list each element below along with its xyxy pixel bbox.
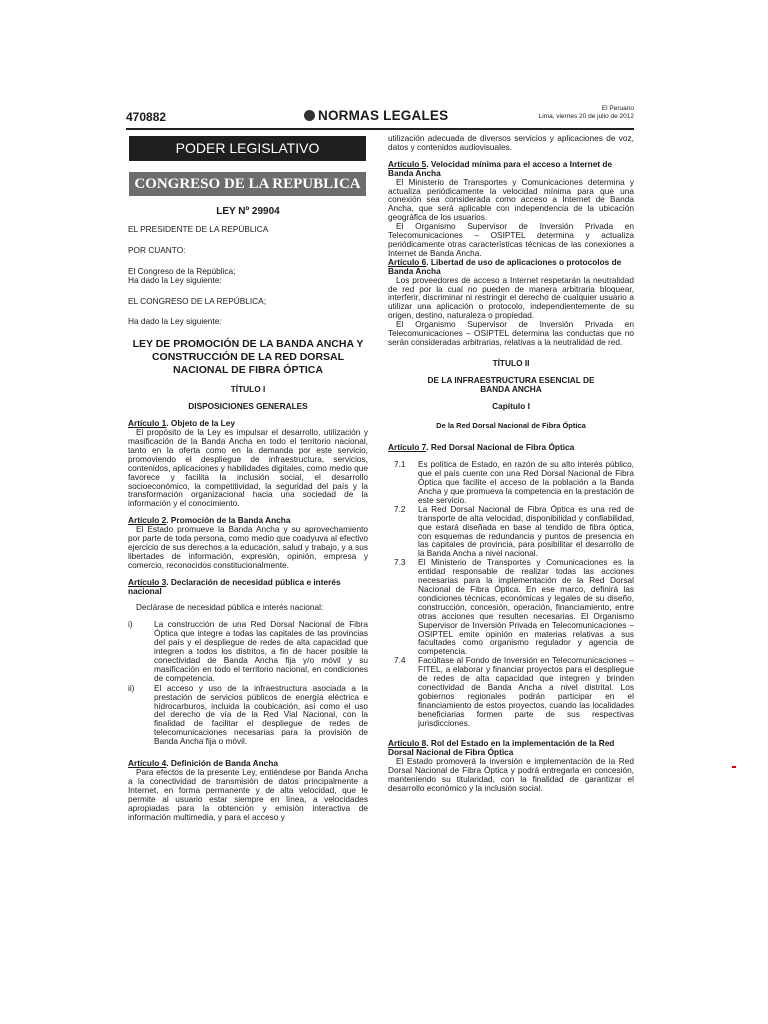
article-7-list bbox=[388, 460, 634, 727]
chamber-banner: CONGRESO DE LA REPUBLICA bbox=[129, 172, 366, 196]
item-text: Es política de Estado, en razón de su alto interés público, que el país cuente con una Red Dorsal Nacional de Fibra Óptica que facilite el acceso de la población a la Banda Ancha y que promueva la competencia en la prestación de este servicio. bbox=[418, 459, 634, 505]
congress-line: El Congreso de la República; bbox=[128, 265, 236, 276]
article-1-body: El propósito de la Ley es impulsar el desarrollo, utilización y masificación de la Banda Ancha en todo el territorio nacional, tanto en la oferta como en la demanda por este servicio, promoviendo el despliegue de infraestructura, servicios, contenidos, aplicaciones y habilidades digitales, como medio que favorece y facilita la inclusión social, el desarrollo socioeconómico, la competitividad, la seguridad del país y la transformación organizacional hacia una sociedad de la información y el conocimiento. bbox=[128, 427, 368, 509]
article-1-title: . Objeto de la Ley bbox=[166, 418, 235, 429]
article-6-paragraph-2: El Organismo Supervisor de Inversión Privada en Telecomunicaciones – OSIPTEL determina las conductas que no serán consideradas arbitrarias, relativas a la neutralidad de red. bbox=[388, 319, 634, 347]
article-6-label: Artículo 6 bbox=[388, 256, 427, 267]
seal-icon bbox=[304, 110, 315, 121]
article-4-continuation: utilización adecuada de diversos servicios y aplicaciones de voz, datos y contenidos audiovisuales. bbox=[388, 133, 634, 152]
list-text: El acceso y uso de la infraestructura asociada a la prestación de servicios públicos de energía eléctrica e hidrocarburos, incluida la coubicación, así como el uso del derecho de vía de la Red Vial Nacional, con la finalidad de facilitar el despliegue de redes de telecomunicaciones necesarias para la provisión de Banda Ancha fija o móvil. bbox=[154, 682, 368, 747]
title-i-name: DISPOSICIONES GENERALES bbox=[188, 401, 308, 412]
article-5-title: . Velocidad mínima para el acceso a Internet de Banda Ancha bbox=[388, 158, 613, 178]
numbered-item bbox=[388, 460, 634, 505]
article-5-heading bbox=[388, 160, 634, 178]
article-6-paragraph-1: Los proveedores de acceso a Internet respetarán la neutralidad de red por la cual no pueden de manera arbitraria bloquear, interferir, discriminar ni restringir el derecho de cualquier usuario a utilizar una aplicación o protocolo, independientemente de su origen, destino, naturaleza o propiedad. bbox=[388, 274, 634, 321]
article-4-label: Artículo 4 bbox=[128, 758, 167, 769]
list-item bbox=[128, 620, 368, 682]
item-text: La Red Dorsal Nacional de Fibra Óptica es una red de transporte de alta velocidad, disponibilidad y confiabilidad, que estará diseñada en base al tendido de fibra óptica, con esquemas de redundancia y puntos de presencia en las capitales de provincia, para posibilitar el desarrollo de la Banda Ancha a nivel nacional. bbox=[418, 503, 634, 559]
branch-banner: PODER LEGISLATIVO bbox=[129, 136, 366, 161]
publication-title bbox=[304, 108, 448, 123]
header-rule bbox=[126, 128, 634, 130]
por-cuanto: POR CUANTO: bbox=[128, 244, 186, 255]
article-7-heading bbox=[388, 443, 634, 452]
chapter-i: Capítulo I bbox=[492, 400, 530, 411]
item-text: El Ministerio de Transportes y Comunicaciones es la entidad responsable de realizar todas las acciones necesarias para la implementación de la Red Dorsal Nacional de Fibra Óptica. En ese marco, definirá las condiciones técnicas, económicas y legales de su diseño, construcción, concesión, operación, financiamiento, entre otras acciones que resulten necesarias. El Organismo Supervisor de Inversión Privada en Telecomunicaciones – OSIPTEL emite opinión en materias relativas a sus facultades como organismo regulador y agencia de competencia. bbox=[418, 557, 634, 657]
article-2-label: Artículo 2 bbox=[128, 515, 167, 526]
title-ii: TÍTULO II bbox=[492, 357, 530, 368]
newspaper-name: El Peruano bbox=[601, 105, 634, 112]
article-4-title: . Definición de Banda Ancha bbox=[166, 758, 278, 769]
article-6-heading bbox=[388, 258, 634, 276]
list-marker: i) bbox=[128, 619, 133, 630]
article-7-title: . Red Dorsal Nacional de Fibra Óptica bbox=[426, 442, 575, 453]
article-4-body: Para efectos de la presente Ley, entiéndese por Banda Ancha a la conectividad de transmisión de datos principalmente a Internet, en forma permanente y de alta velocidad, que le permite al usuario estar siempre en línea, a velocidades apropiadas para la obtención y emisión interactiva de información multimedia, y para el acceso y bbox=[128, 766, 368, 822]
article-8-body: El Estado promoverá la inversión e implementación de la Red Dorsal Nacional de Fibra Óptica y podrá entregarla en concesión, manteniendo su titularidad, con la finalidad de garantizar el desarrollo económico y la inclusión social. bbox=[388, 756, 634, 793]
article-5-label: Artículo 5 bbox=[388, 158, 427, 169]
ley-siguiente-line: Ha dado la Ley siguiente: bbox=[128, 274, 222, 285]
item-text: Facúltase al Fondo de Inversión en Telecomunicaciones – FITEL, a elaborar y financiar proyectos para el despliegue de redes de alta capacidad que integren y brinden conectividad de Banda Ancha a nivel distrital. Los gobiernos regionales podrán participar en el financiamiento de estos proyectos, cuando las localidades beneficiarias formen parte de sus respectivas jurisdicciones. bbox=[418, 655, 634, 728]
publication-name: NORMAS LEGALES bbox=[318, 108, 449, 123]
article-3-heading bbox=[128, 578, 368, 596]
numbered-item bbox=[388, 656, 634, 727]
article-5-paragraph-1: El Ministerio de Transportes y Comunicaciones determina y actualiza periódicamente la velocidad mínima para que una conexión sea considerada como acceso a Internet de Banda Ancha, que será aplicable con independencia de la ubicación geográfica de los usuarios. bbox=[388, 176, 634, 223]
article-3-list bbox=[128, 620, 368, 746]
congress-caps-line: EL CONGRESO DE LA REPÚBLICA; bbox=[128, 295, 267, 306]
margin-mark bbox=[732, 766, 736, 768]
list-marker: ii) bbox=[128, 682, 135, 693]
title-ii-name: DE LA INFRAESTRUCTURA ESENCIAL DE BANDA ANCHA bbox=[427, 374, 595, 394]
ley-siguiente-line-2: Ha dado la Ley siguiente: bbox=[128, 316, 222, 327]
president-line: EL PRESIDENTE DE LA REPÚBLICA bbox=[128, 223, 269, 234]
chapter-i-name: De la Red Dorsal Nacional de Fibra Óptica bbox=[436, 421, 586, 431]
law-number: LEY Nº 29904 bbox=[216, 206, 280, 217]
list-item bbox=[128, 684, 368, 746]
item-number: 7.1 bbox=[394, 459, 406, 470]
left-column bbox=[128, 136, 368, 821]
article-8-label: Artículo 8 bbox=[388, 738, 427, 749]
article-3-label: Artículo 3 bbox=[128, 576, 167, 587]
header-meta bbox=[539, 105, 634, 121]
item-number: 7.3 bbox=[394, 557, 406, 568]
newspaper-page bbox=[126, 102, 634, 968]
numbered-item bbox=[388, 505, 634, 558]
article-2-body: El Estado promueve la Banda Ancha y su aprovechamiento por parte de toda persona, como medio que coadyuva al efectivo ejercicio de sus derechos a la educación, salud y trabajo, y a sus libertades de información, expresión, opinión, empresa y comercio, reconocidos constitucionalmente. bbox=[128, 524, 368, 570]
law-title: LEY DE PROMOCIÓN DE LA BANDA ANCHA Y CONSTRUCCIÓN DE LA RED DORSAL NACIONAL DE FIBRA ÓPTICA bbox=[132, 338, 364, 377]
page-number: 470882 bbox=[126, 110, 167, 124]
title-i: TÍTULO I bbox=[230, 384, 266, 395]
article-3-intro: Declárase de necesidad pública e interés nacional: bbox=[136, 602, 324, 613]
article-5-paragraph-2: El Organismo Supervisor de Inversión Privada en Telecomunicaciones – OSIPTEL determina y actualiza periódicamente otras características técnicas de las conexiones a Internet de Banda Ancha. bbox=[388, 221, 634, 258]
right-column bbox=[388, 134, 634, 793]
article-2-title: . Promoción de la Banda Ancha bbox=[166, 515, 291, 526]
article-1-label: Artículo 1 bbox=[128, 418, 167, 429]
item-number: 7.2 bbox=[394, 503, 406, 514]
article-3-title: . Declaración de necesidad pública e interés nacional bbox=[128, 576, 341, 596]
list-text: La construcción de una Red Dorsal Nacional de Fibra Óptica que integre a todas las capitales de las provincias del país y el despliegue de redes de alta capacidad que integren a todos los distritos, a fin de hacer posible la conectividad de Banda Ancha fija y/o móvil y su masificación en todo el territorio nacional, en condiciones de competencia. bbox=[154, 619, 368, 683]
article-7-label: Artículo 7 bbox=[388, 442, 427, 453]
article-6-title: . Libertad de uso de aplicaciones o protocolos de Banda Ancha bbox=[388, 256, 622, 276]
article-8-title: . Rol del Estado en la implementación de la Red Dorsal Nacional de Fibra Óptica bbox=[388, 738, 615, 758]
publication-date: Lima, viernes 20 de julio de 2012 bbox=[538, 113, 634, 120]
numbered-item bbox=[388, 558, 634, 656]
item-number: 7.4 bbox=[394, 655, 406, 666]
article-8-heading bbox=[388, 739, 634, 757]
